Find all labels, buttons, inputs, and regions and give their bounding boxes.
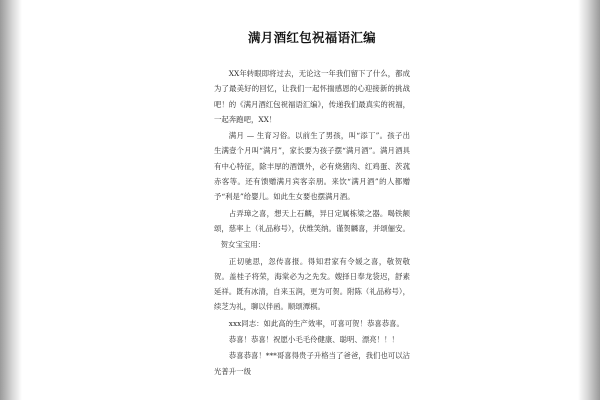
document-title: 满月酒红包祝福语汇编 [247, 30, 376, 45]
manyue-custom-paragraph: 满月 — 生育习俗。以前生了男孩，叫“添丁”。孩子出生满壹个月叫“满月”，家长要为孩子摆“满月酒”。满月酒具有中心特征，除丰厚的酒馔外，必有烧猪肉、红鸡蛋、茨菰赤客等。还有馈赠满月宾客亲朋。来饮“满月酒”的人都赠予“利是”给婴儿。如此生女要也摆满月酒。 [214, 131, 410, 202]
intro-paragraph: XX年转眼即将过去，无论这一年我们留下了什么，都成为了最美好的回忆，让我们一起怀揣感恩的心迎接新的挑战吧！的《满月酒红包祝福语汇编》，传递我们最真实的祝福，一起奔跑吧，XX！ [214, 69, 410, 124]
new-father-blessing-paragraph: 恭喜恭喜！***哥喜得贵子升格当了爸爸，我们也可以沾光普升一级 [214, 351, 410, 376]
girl-blessing-paragraph: 正切驰思，忽传喜报。得知君家有令媛之喜，敬贺敬贺。盖桂子将荣，海棠必为之先发。嫂择日奉龙袋迟，舒素延祥。既有冰清，自来玉润，更为可贺。附陈（礼品称号），续芝为礼，聊以伴函。顺颂潭棋。 [214, 256, 410, 312]
document-page [214, 28, 410, 380]
page-shadow-right [578, 0, 600, 400]
girl-section-heading: 贺女宝宝用： [220, 240, 266, 250]
page-shadow-left [0, 0, 22, 400]
colleague-blessing-paragraph: xxx同志：如此高的生产效率，可喜可贺！恭喜恭喜。 [228, 318, 404, 328]
boy-blessing-paragraph: 占弄璋之喜，想天上石麟，异日定属栋梁之器。喝铁额颂，慈率上（礼品称号），伏维笑纳。谨贺麟喜，并颂俪安。 [214, 208, 410, 233]
health-blessing-paragraph: 恭喜！恭喜！祝愿小毛毛伶健康、聪明、漂亮！！！ [228, 335, 399, 345]
